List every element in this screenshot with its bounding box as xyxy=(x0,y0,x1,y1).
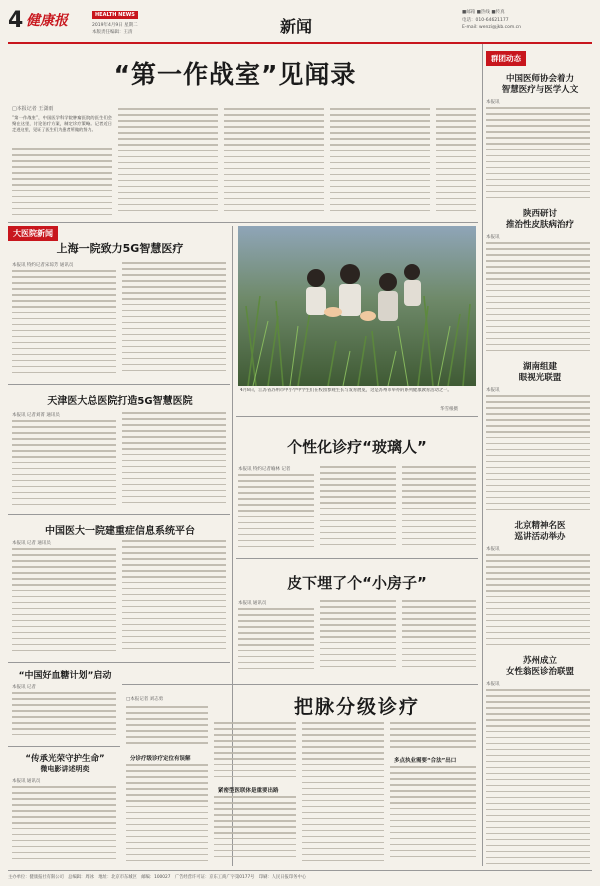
sidebar-item-body-1 xyxy=(486,242,590,356)
pulse-body-col1 xyxy=(126,706,208,750)
lead-body-col4 xyxy=(330,108,430,218)
wechat-headline: “传承光荣守护生命” xyxy=(25,754,105,764)
tianjin-body-col2 xyxy=(122,412,226,510)
house-headline: 皮下埋了个“小房子” xyxy=(287,574,427,592)
paper-name: 健康报 xyxy=(26,13,68,29)
sugar-body xyxy=(12,692,116,742)
photo-credit: 华雪根摄 xyxy=(440,407,458,412)
wechat-byline: 本报讯 通讯员 xyxy=(12,779,41,784)
pulse-headline: 把脉分级诊疗 xyxy=(293,696,420,718)
lead-intro: “第一作战室”，中国医学科学院肿瘤医院的医生们会聚在这里，讨论治疗方案，制定诊疗策略。记者近日走进这里，见证了医生们为患者所做的努力。 xyxy=(12,115,112,132)
section-en: HEALTH NEWS xyxy=(95,12,135,18)
glass-rule xyxy=(236,558,478,559)
sidebar-item-title-1: 陕西研讨 推治性皮肤病治疗 xyxy=(505,209,574,230)
sugar-headline: “中国好血糖计划”启动 xyxy=(18,671,112,681)
contact-line-3: E-mail: wenzi@jkb.com.cn xyxy=(462,25,521,30)
house-byline: 本报讯 通讯员 xyxy=(238,601,267,606)
sidebar-item-title-4: 苏州成立 女性翁医诊治联盟 xyxy=(505,656,574,677)
pulse-byline: □本报记者 刘志勇 xyxy=(126,697,164,702)
wechat-subtitle: 微电影讲述明奕 xyxy=(40,765,90,773)
glass-body-col2 xyxy=(320,466,396,554)
sidebar-item-body-0 xyxy=(486,107,590,203)
shanghai-body-col2 xyxy=(122,262,226,380)
footer-rule xyxy=(8,870,592,871)
sidebar-item-body-3 xyxy=(486,554,590,650)
sidebar xyxy=(486,46,594,866)
students-field-photo xyxy=(238,226,476,386)
lead-body-col5 xyxy=(436,108,476,218)
sidebar-item-title-3: 北京精神名医 巡讲活动举办 xyxy=(514,521,566,542)
masthead xyxy=(8,6,592,44)
sugar-byline: 本报讯 记者 xyxy=(12,685,36,690)
contact-line-2: 电话：010-64621177 xyxy=(462,18,509,23)
lead-body-col3 xyxy=(224,108,324,218)
tianjin-rule xyxy=(8,514,230,515)
sidebar-item-body-2 xyxy=(486,395,590,515)
section-title: 新闻 xyxy=(280,17,313,36)
sidebar-divider xyxy=(482,44,483,866)
wechat-body xyxy=(12,786,116,866)
cmu-rule xyxy=(8,662,230,663)
sidebar-item-byline-2: 本报讯 xyxy=(486,388,500,393)
cmu-byline: 本报讯 记者 通讯员 xyxy=(12,541,51,546)
sidebar-item-title-2: 湖南组建 眼视光联盟 xyxy=(518,362,562,383)
sidebar-item-byline-3: 本报讯 xyxy=(486,547,500,552)
issue-date: 2019年4月9日 星期二 xyxy=(92,23,138,28)
glass-body-col3 xyxy=(402,466,476,554)
hospital-news-tab: 大医院新闻 xyxy=(8,226,58,241)
pulse-body-col4 xyxy=(390,722,476,752)
shanghai-byline: 本报讯 特约记者宋琼芳 通讯员 xyxy=(12,263,74,268)
contact-line-1: ■邮箱 ■热线 ■传真 xyxy=(462,10,505,15)
glass-headline: 个性化诊疗“玻璃人” xyxy=(287,438,427,456)
photo-caption: 4月8日，江苏省苏州市中小学中学生们在校园参观生长与发育展览，这是苏州市举办的系列健康教育活动之一。 xyxy=(240,388,452,393)
lead-byline: □本报记者 王潇雨 xyxy=(12,106,54,112)
sidebar-item-title-0: 中国医师协会着力 智慧医疗与医学人文 xyxy=(501,74,579,95)
tianjin-headline: 天津医大总医院打造5G智慧医院 xyxy=(47,396,193,407)
section-en-badge xyxy=(92,11,138,19)
news-photo xyxy=(238,226,476,386)
pulse-body-col4b xyxy=(390,766,476,866)
pulse-subhead-3: 多点执业需要“合法”出口 xyxy=(394,758,457,764)
sidebar-item-byline-1: 本报讯 xyxy=(486,235,500,240)
pulse-body-col2b xyxy=(214,796,296,866)
pulse-subhead-2: 紧密型医联体是重要出路 xyxy=(218,788,279,794)
photo-rule xyxy=(236,416,478,417)
glass-body-col1 xyxy=(238,474,314,554)
shanghai-rule xyxy=(8,384,230,385)
cmu-body-col1 xyxy=(12,548,116,658)
house-rule xyxy=(122,684,478,685)
sidebar-item-body-4 xyxy=(486,689,590,869)
lead-body-col1 xyxy=(12,148,112,218)
house-body-col1 xyxy=(238,608,314,678)
lead-body-col2 xyxy=(118,108,218,218)
lead-headline: “第一作战室”见闻录 xyxy=(113,60,357,89)
page-number: 4 xyxy=(8,8,24,33)
sidebar-header: 群团动态 xyxy=(486,51,526,66)
sidebar-item-byline-0: 本报讯 xyxy=(486,100,500,105)
glass-byline: 本报讯 特约记者喻林 记者 xyxy=(238,467,291,472)
lead-bottom-rule xyxy=(8,222,478,223)
sugar-rule xyxy=(8,746,120,747)
shanghai-body-col1 xyxy=(12,270,116,380)
house-body-col3 xyxy=(402,600,476,678)
pulse-body-col2 xyxy=(214,722,296,782)
pulse-subhead-1: 分诊疗级诊疗定位有误解 xyxy=(130,756,191,762)
tianjin-body-col1 xyxy=(12,420,116,510)
cmu-headline: 中国医大一院建重症信息系统平台 xyxy=(45,526,195,537)
edition-info: 本版责任编辑：王清 xyxy=(92,30,133,35)
pulse-body-col3 xyxy=(302,722,384,866)
shanghai-headline: 上海一院致力5G智慧医疗 xyxy=(56,242,184,255)
pulse-body-col1b xyxy=(126,764,208,866)
tianjin-byline: 本报讯 记者刘菁 通讯员 xyxy=(12,413,60,418)
cmu-body-col2 xyxy=(122,540,226,658)
masthead-rule xyxy=(8,42,592,44)
house-body-col2 xyxy=(320,600,396,678)
sidebar-item-byline-4: 本报讯 xyxy=(486,682,500,687)
footer-text: 主办单位：健康报社有限公司 总编辑：周冰 地址：北京市东城区 邮编：100027 广告经营许可证：京东工商广字第0177号 印刷：人民日报印务中心 xyxy=(8,875,307,880)
